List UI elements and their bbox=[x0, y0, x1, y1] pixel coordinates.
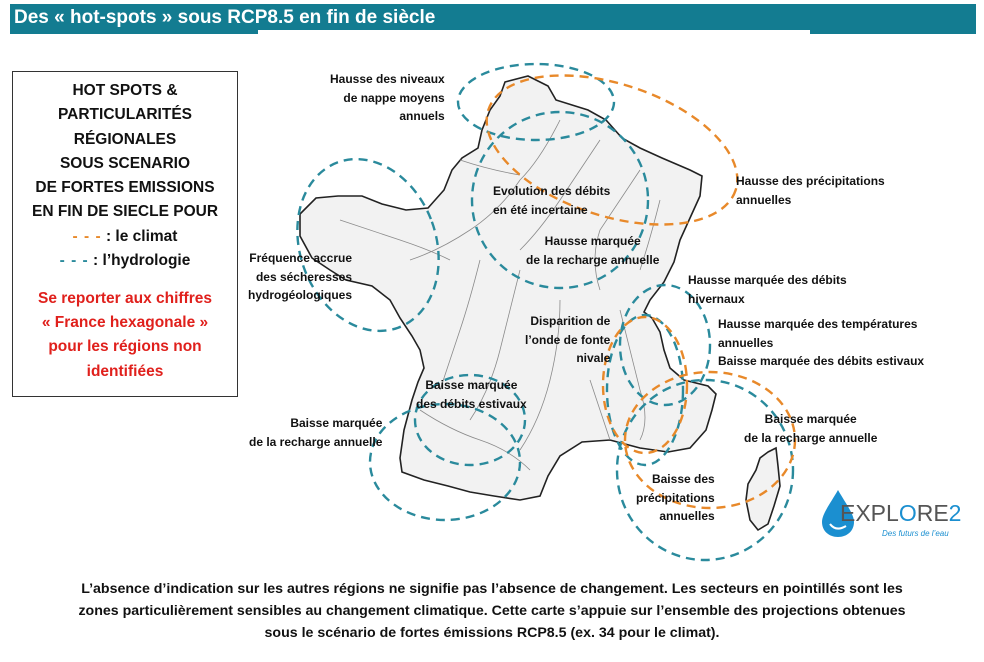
label-line: Baisse marquée bbox=[290, 416, 383, 430]
legend-heading-line: SOUS SCENARIO bbox=[59, 154, 191, 172]
logo-part: 2 bbox=[948, 500, 962, 526]
label-line: Baisse des bbox=[651, 472, 715, 486]
legend-note-line: Se reporter aux chiffres bbox=[37, 289, 212, 307]
label-line: annuels bbox=[399, 109, 445, 123]
footer-line: L’absence d’indication sur les autres régions ne signifie pas l’absence de changement. Les secteurs en pointillés sont les bbox=[81, 581, 903, 597]
label-temperatures bbox=[718, 315, 924, 371]
label-line: Hausse marquée bbox=[544, 234, 641, 248]
legend-hydro-label: : l’hydrologie bbox=[93, 251, 191, 269]
label-line: en été incertaine bbox=[493, 202, 588, 217]
label-line: nivale bbox=[576, 351, 611, 365]
logo-part: EXPL bbox=[840, 500, 899, 526]
label-line: de la recharge annuelle bbox=[744, 430, 878, 445]
label-line: annuelles bbox=[736, 192, 792, 207]
footer-line: zones particulièrement sensibles au changement climatique. Cette carte s’appuie sur l’ensemble des projections obtenues bbox=[78, 603, 906, 619]
legend-heading-line: EN FIN DE SIECLE POUR bbox=[31, 203, 219, 221]
legend-note-line: « France hexagonale » bbox=[41, 314, 209, 332]
label-line: l’onde de fonte bbox=[525, 332, 611, 347]
label-line: Baisse marquée bbox=[425, 378, 518, 392]
label-line: annuelles bbox=[659, 509, 715, 523]
label-line: des débits estivaux bbox=[416, 396, 527, 411]
label-line: hydrogéologiques bbox=[248, 288, 353, 302]
label-debits-estivaux bbox=[416, 376, 527, 413]
label-nappe bbox=[330, 70, 445, 126]
label-line: Hausse des niveaux bbox=[330, 72, 445, 86]
label-line: Hausse marquée des débits bbox=[688, 273, 847, 287]
label-debits-ete bbox=[493, 182, 610, 219]
logo-wordmark bbox=[840, 500, 961, 527]
legend-heading-line: PARTICULARITÉS bbox=[57, 106, 193, 124]
explore2-logo bbox=[820, 486, 962, 546]
legend-heading-line: RÉGIONALES bbox=[73, 130, 177, 148]
footer-line: sous le scénario de fortes émissions RCP8.5 (ex. 34 pour le climat). bbox=[264, 625, 720, 641]
label-line: annuelles bbox=[718, 335, 774, 350]
label-line: Hausse marquée des températures bbox=[718, 317, 918, 331]
footer-note bbox=[0, 578, 984, 644]
label-line: des sécheresses bbox=[255, 269, 353, 284]
label-secheresses bbox=[248, 249, 352, 305]
label-onde bbox=[525, 312, 610, 368]
legend-heading-line: DE FORTES EMISSIONS bbox=[35, 179, 215, 197]
legend-climate-label: : le climat bbox=[105, 227, 178, 245]
label-line: Fréquence accrue bbox=[249, 251, 353, 265]
legend-note-line: identifiées bbox=[86, 362, 164, 380]
page-title: Des « hot-spots » sous RCP8.5 en fin de siècle bbox=[14, 7, 436, 28]
legend-heading-line: HOT SPOTS & bbox=[72, 82, 178, 99]
label-line: Baisse marquée bbox=[764, 412, 857, 426]
legend-climate-dash: - - - bbox=[72, 227, 102, 245]
label-debits-hiver bbox=[688, 271, 847, 308]
label-line: Disparition de bbox=[530, 314, 611, 328]
label-precip-hausse bbox=[736, 172, 885, 209]
label-line: Hausse des précipitations bbox=[736, 174, 885, 188]
label-line: de la recharge annuelle bbox=[526, 252, 660, 267]
label-line: Evolution des débits bbox=[493, 184, 611, 198]
label-line: hivernaux bbox=[688, 291, 745, 306]
corsica-outline bbox=[746, 448, 780, 530]
legend-hydro-dash: - - - bbox=[59, 251, 89, 269]
logo-part: RE bbox=[916, 500, 949, 526]
label-recharge-hausse bbox=[526, 232, 659, 269]
label-line: Baisse marquée des débits estivaux bbox=[718, 354, 925, 368]
label-line: de la recharge annuelle bbox=[249, 434, 383, 449]
label-line: de nappe moyens bbox=[343, 90, 445, 105]
logo-part: O bbox=[898, 500, 917, 526]
label-precip-baisse bbox=[636, 470, 715, 526]
label-line: précipitations bbox=[636, 490, 715, 505]
label-recharge-baisse-est bbox=[744, 410, 877, 447]
legend-note-line: pour les régions non bbox=[48, 338, 202, 356]
label-recharge-baisse-ouest bbox=[249, 414, 382, 451]
logo-tagline: Des futurs de l’eau bbox=[882, 529, 949, 538]
